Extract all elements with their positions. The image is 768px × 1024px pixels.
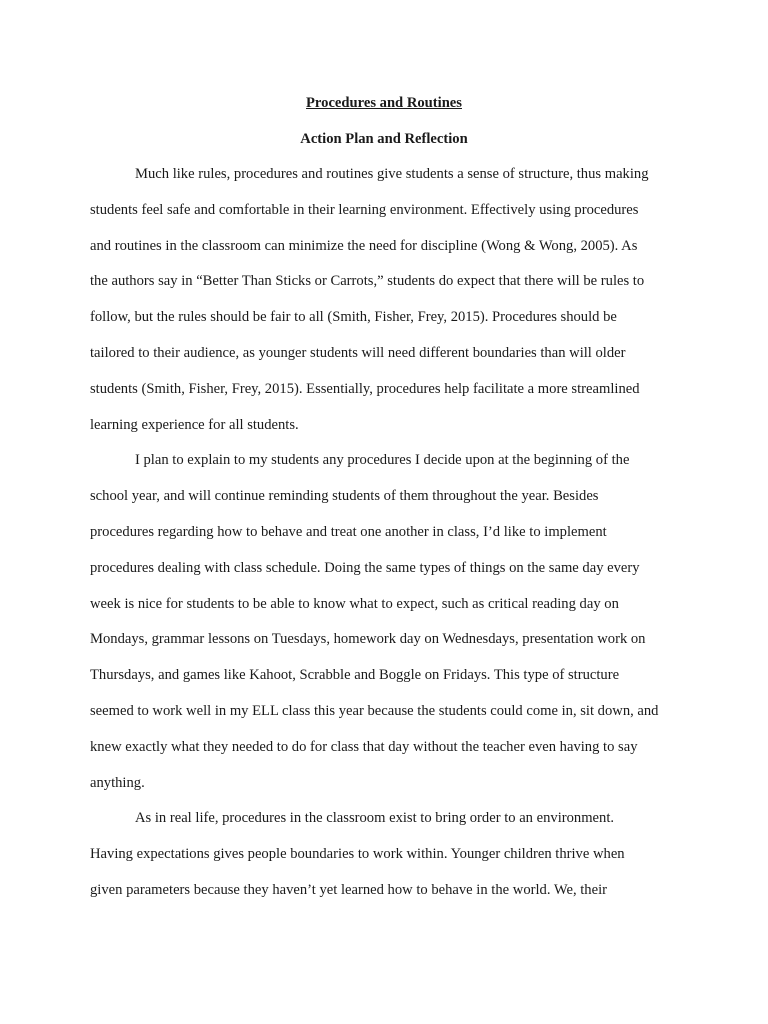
document-body bbox=[90, 164, 700, 916]
document-title: Procedures and Routines bbox=[306, 95, 462, 111]
document-subtitle: Action Plan and Reflection bbox=[300, 131, 468, 147]
paragraph-line: I plan to explain to my students any procedures I decide upon at the beginning of the bbox=[135, 452, 630, 469]
paragraph-line: week is nice for students to be able to know what to expect, such as critical reading day on bbox=[90, 595, 619, 612]
paragraph bbox=[90, 808, 700, 915]
paragraph-line: knew exactly what they needed to do for class that day without the teacher even having to say bbox=[90, 738, 638, 755]
paragraph-line: procedures regarding how to behave and treat one another in class, I’d like to implement bbox=[90, 523, 607, 540]
paragraph-line: procedures dealing with class schedule. Doing the same types of things on the same day every bbox=[90, 559, 640, 576]
paragraph-line: Thursdays, and games like Kahoot, Scrabble and Boggle on Fridays. This type of structure bbox=[90, 667, 620, 684]
paragraph bbox=[90, 164, 700, 450]
paragraph-line: school year, and will continue reminding students of them throughout the year. Besides bbox=[90, 488, 599, 505]
paragraph-line: follow, but the rules should be fair to all (Smith, Fisher, Frey, 2015). Procedures should be bbox=[90, 309, 617, 326]
paragraph-line: learning experience for all students. bbox=[90, 416, 299, 433]
paragraph-line: tailored to their audience, as younger students will need different boundaries than will older bbox=[90, 344, 626, 361]
paragraph-line: students (Smith, Fisher, Frey, 2015). Essentially, procedures help facilitate a more streamlined bbox=[90, 380, 640, 397]
paragraph-line: the authors say in “Better Than Sticks or Carrots,” students do expect that there will be rules to bbox=[90, 273, 645, 290]
paragraph-line: students feel safe and comfortable in their learning environment. Effectively using procedures bbox=[90, 201, 639, 218]
paragraph-line: and routines in the classroom can minimize the need for discipline (Wong & Wong, 2005). As bbox=[90, 237, 638, 254]
paragraph-line: Much like rules, procedures and routines give students a sense of structure, thus making bbox=[135, 166, 649, 182]
paragraph-line: anything. bbox=[90, 774, 145, 791]
paragraph-line: seemed to work well in my ELL class this year because the students could come in, sit down, and bbox=[90, 702, 659, 719]
paragraph-line: Having expectations gives people boundaries to work within. Younger children thrive when bbox=[90, 846, 625, 863]
paragraph-line: Mondays, grammar lessons on Tuesdays, homework day on Wednesdays, presentation work on bbox=[90, 631, 646, 648]
paragraph-line: As in real life, procedures in the classroom exist to bring order to an environment. bbox=[135, 810, 615, 827]
paragraph bbox=[90, 450, 700, 808]
paragraph-line: given parameters because they haven’t yet learned how to behave in the world. We, their bbox=[90, 881, 607, 898]
